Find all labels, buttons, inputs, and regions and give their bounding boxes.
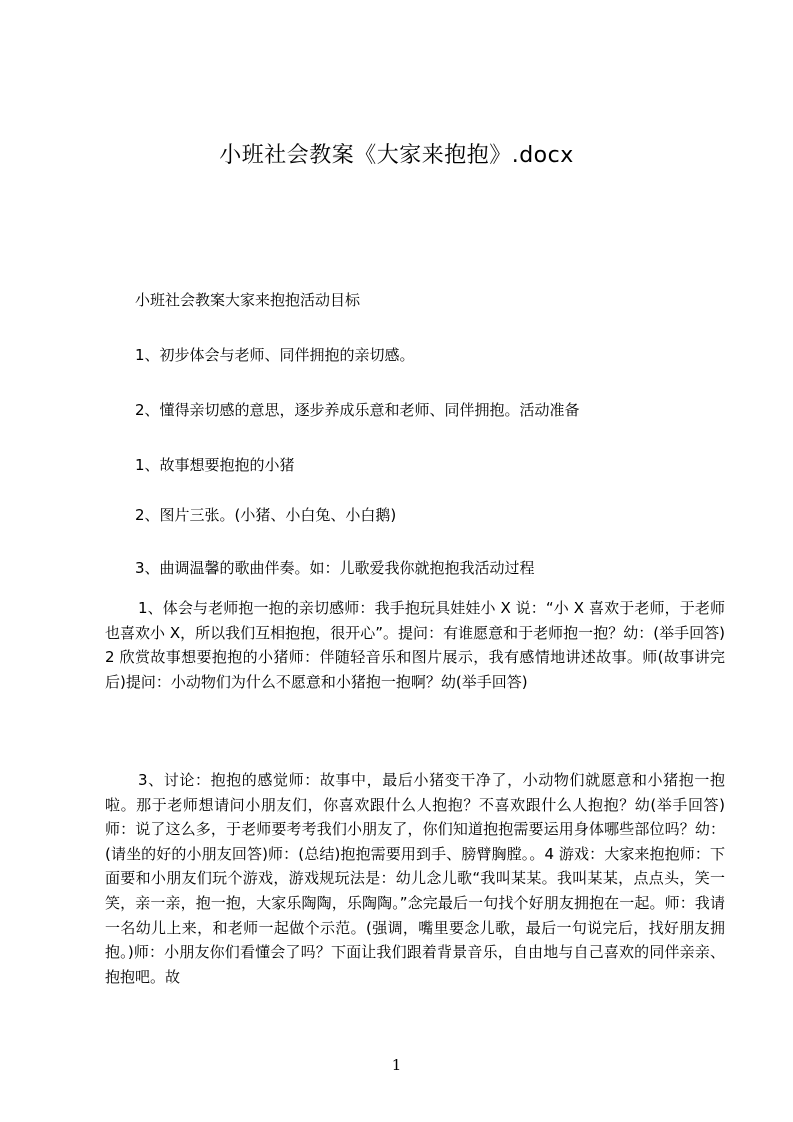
objective-item-1: 1、初步体会与老师、同伴拥抱的亲切感。 — [135, 346, 415, 364]
process-paragraph-1: 1、体会与老师抱一抱的亲切感师：我手抱玩具娃娃小 X 说：“小 X 喜欢于老师，于老师也喜欢小 X，所以我们互相抱抱，很开心”。提问：有谁愿意和于老师抱一抱？幼：(举手回答)2 欣赏故事想要抱抱的小猪师：伴随轻音乐和图片展示，我有感情地讲述故事。师(故事讲完后)提问：小动物们为什么不愿意和小猪抱一抱啊？幼(举手回答) — [105, 599, 725, 691]
process-paragraph-2: 3、讨论：抱抱的感觉师：故事中，最后小猪变干净了，小动物们就愿意和小猪抱一抱啦。那于老师想请问小朋友们，你喜欢跟什么人抱抱？不喜欢跟什么人抱抱？幼(举手回答)师：说了这么多，于老师要考考我们小朋友了，你们知道抱抱需要运用身体哪些部位吗？幼：(请坐的好的小朋友回答)师：(总结)抱抱需要用到手、膀臂胸膛。。4 游戏：大家来抱抱师：下面要和小朋友们玩个游戏，游戏规玩法是：幼儿念儿歌“我叫某某。我叫某某，点点头，笑一笑，亲一亲，抱一抱，大家乐陶陶，乐陶陶。”念完最后一句找个好朋友拥抱在一起。师：我请一名幼儿上来，和老师一起做个示范。(强调，嘴里要念儿歌，最后一句说完后，找好朋友拥抱。)师：小朋友你们看懂会了吗？下面让我们跟着背景音乐，自由地与自己喜欢的同伴亲亲、抱抱吧。故 — [105, 771, 725, 986]
objective-item-2: 2、懂得亲切感的意思，逐步养成乐意和老师、同伴拥抱。活动准备 — [135, 401, 580, 419]
page-number: 1 — [391, 1056, 402, 1074]
preparation-item-2: 2、图片三张。(小猪、小白兔、小白鹅) — [135, 506, 397, 524]
preparation-item-3: 3、曲调温馨的歌曲伴奏。如：儿歌爱我你就抱抱我活动过程 — [135, 559, 535, 577]
document-title: 小班社会教案《大家来抱抱》.docx — [219, 143, 574, 168]
preparation-item-1: 1、故事想要抱抱的小猪 — [135, 456, 295, 474]
objectives-heading: 小班社会教案大家来抱抱活动目标 — [135, 291, 361, 309]
